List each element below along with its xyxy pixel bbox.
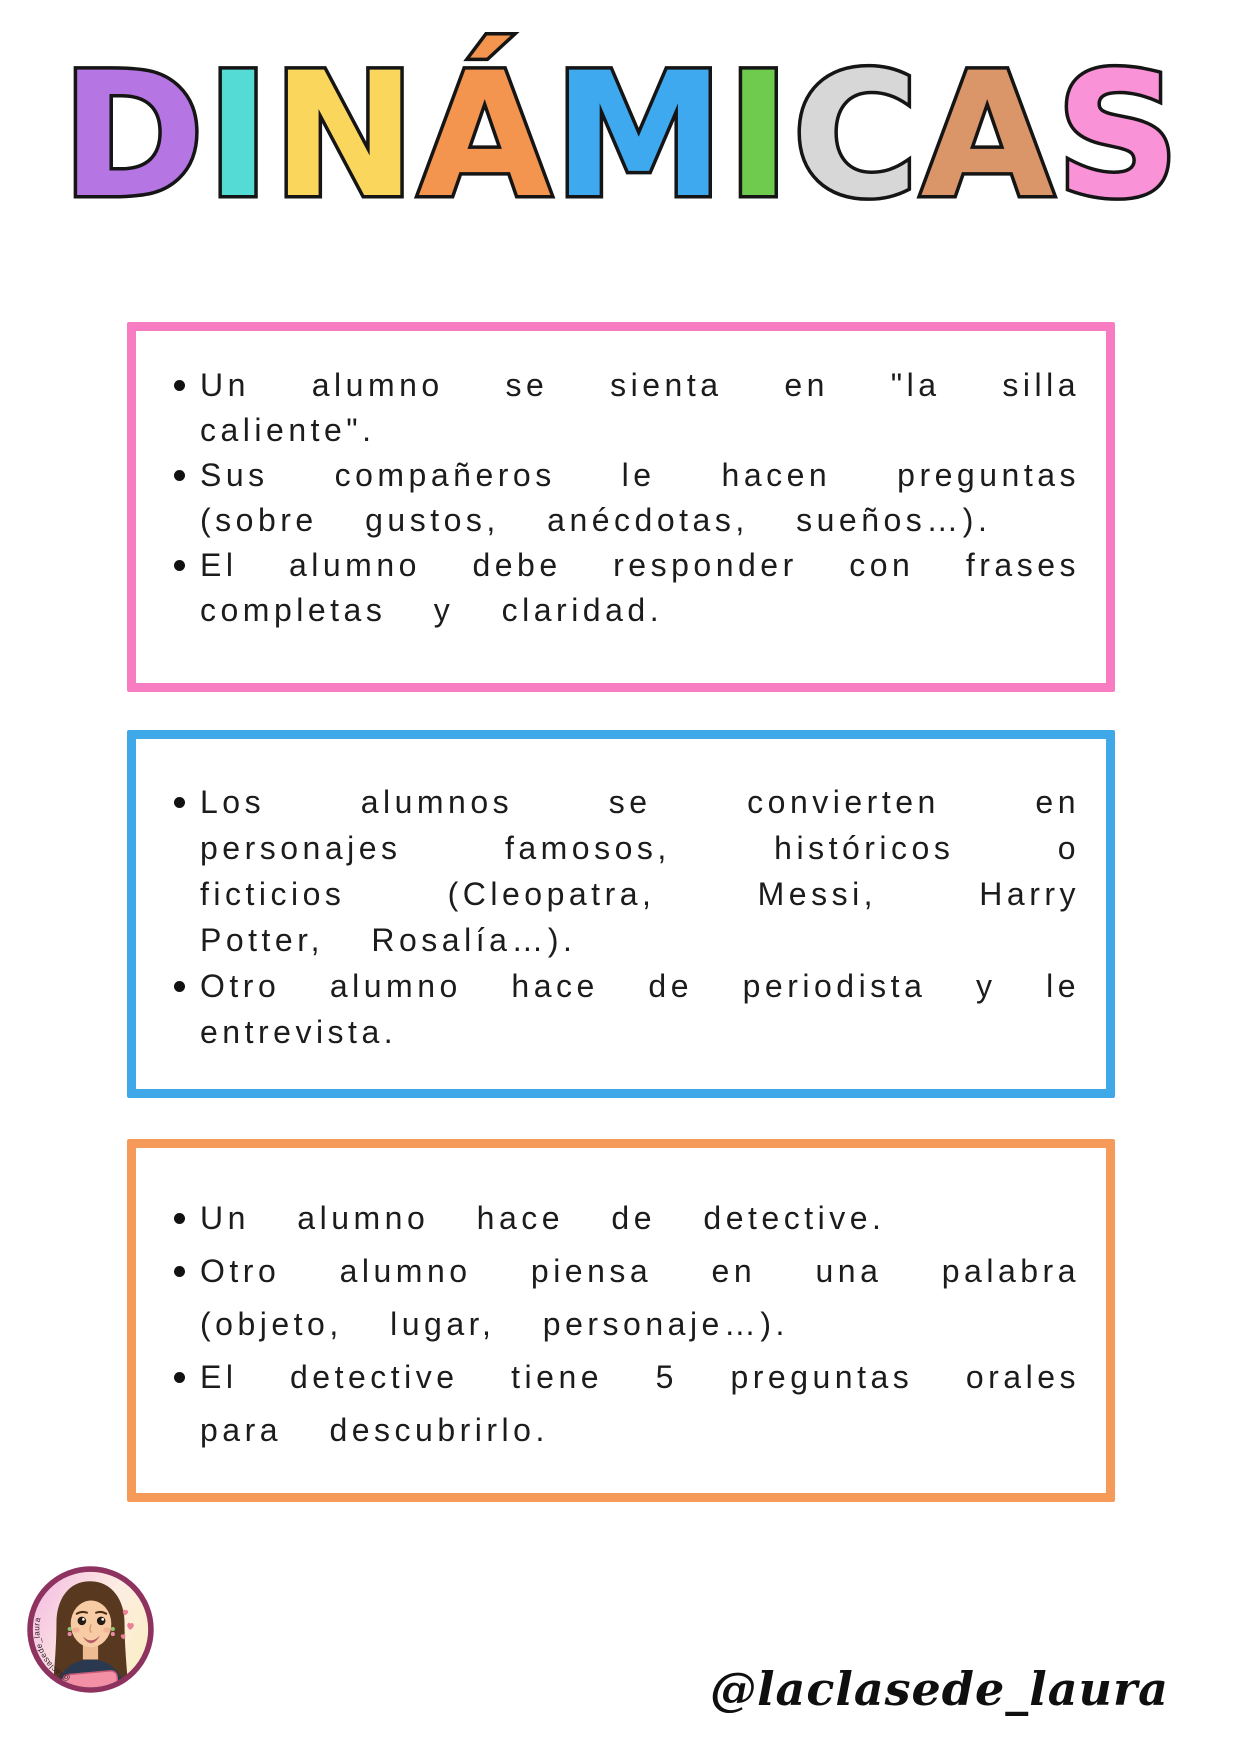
title-letter: N	[272, 35, 417, 236]
list-item: Un alumno se sienta en "la silla caliente".	[172, 363, 1080, 453]
avatar-face	[71, 1601, 112, 1648]
list-item: Otro alumno hace de periodista y le entrevista.	[172, 963, 1080, 1055]
list-item: Otro alumno piensa en una palabra (objeto, lugar, personaje…).	[172, 1245, 1080, 1351]
bullet-list	[136, 1192, 1080, 1457]
title-letter: Á	[418, 35, 552, 236]
title-letter: C	[792, 35, 919, 236]
bullet-list	[136, 363, 1080, 633]
avatar	[27, 1566, 154, 1693]
instagram-handle: @laclasede_laura	[710, 1662, 1169, 1716]
title-letter: A	[920, 35, 1054, 236]
list-item: Un alumno hace de detective.	[172, 1192, 1080, 1245]
activity-box-2	[127, 730, 1115, 1098]
title-letter: D	[61, 35, 205, 236]
avatar-badge-text: @laclasede_laura	[32, 1616, 72, 1684]
list-item: El alumno debe responder con frases completas y claridad.	[172, 543, 1080, 633]
activity-box-1	[127, 322, 1115, 692]
page-title	[0, 35, 1241, 236]
bullet-list	[136, 779, 1080, 1055]
list-item: Sus compañeros le hacen preguntas (sobre gustos, anécdotas, sueños…).	[172, 453, 1080, 543]
title-letter: I	[206, 35, 271, 236]
title-letter: S	[1055, 35, 1180, 236]
title-letter: M	[553, 35, 725, 236]
list-item: El detective tiene 5 preguntas orales para descubrirlo.	[172, 1351, 1080, 1457]
activity-box-3	[127, 1139, 1115, 1502]
list-item: Los alumnos se convierten en personajes famosos, históricos o ficticios (Cleopatra, Messi, Harry Potter, Rosalía…).	[172, 779, 1080, 963]
title-letter: I	[726, 35, 791, 236]
